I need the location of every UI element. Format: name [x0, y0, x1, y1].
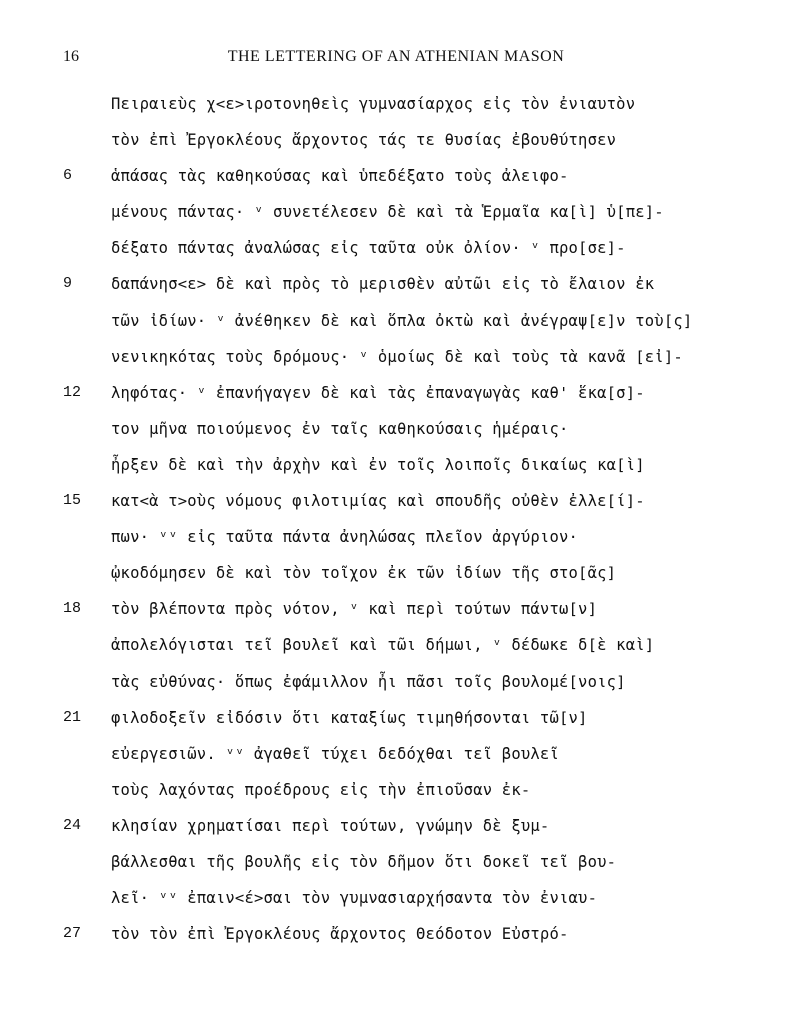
line-text: τον μῆνα ποιούμενος ἐν ταῖς καθηκούσαις ἡμέραις·: [111, 419, 569, 438]
line-text: τὸν τὸν ἐπὶ Ἐργοκλέους ἄρχοντος Θεόδοτον Εὐστρό-: [111, 925, 569, 944]
line-text: νενικηκότας τοὺς δρόμους· ᵛ ὁμοίως δὲ καὶ τοὺς τὰ κανᾶ [εἰ]-: [111, 347, 683, 366]
line-text: ᾠκοδόμησεν δὲ καὶ τὸν τοῖχον ἐκ τῶν ἰδίων τῆς στο[ᾶς]: [111, 564, 617, 583]
line-text: ἦρξεν δὲ καὶ τὴν ἀρχὴν καὶ ἐν τοῖς λοιποῖς δικαίως κα[ὶ]: [111, 455, 645, 474]
line-text: δέξατο πάντας ἀναλώσας εἰς ταῦτα οὐκ ὀλίον· ᵛ προ[σε]-: [111, 239, 626, 258]
line-text: Πειραιεὺς χ<ε>ιροτονηθεὶς γυμνασίαρχος εἰς τὸν ἐνιαυτὸν: [111, 95, 636, 113]
inscription-line: [0, 880, 792, 916]
inscription-line: [0, 375, 792, 411]
line-text: τὸν ἐπὶ Ἐργοκλέους ἄρχοντος τάς τε θυσίας ἐβουθύτησεν: [111, 131, 617, 150]
inscription-line: [0, 266, 792, 302]
running-title: THE LETTERING OF AN ATHENIAN MASON: [227, 48, 565, 65]
inscription-line: [0, 194, 792, 230]
line-number: 24: [63, 816, 82, 834]
line-text: βάλλεσθαι τῆς βουλῆς εἰς τὸν δῆμον ὅτι δοκεῖ τεῖ βου-: [111, 852, 617, 871]
inscription-line: [0, 86, 792, 122]
inscription-line: [0, 519, 792, 555]
inscription-line: [0, 230, 792, 266]
inscription-line: [0, 555, 792, 591]
inscription-line: [0, 627, 792, 663]
line-text: πων· ᵛᵛ εἰς ταῦτα πάντα ἀνηλώσας πλεῖον ἀργύριον·: [111, 528, 579, 547]
line-number: 6: [63, 167, 73, 185]
line-text: μένους πάντας· ᵛ συνετέλεσεν δὲ καὶ τὰ Ἑρμαῖα κα[ὶ] ὑ[πε]-: [111, 203, 664, 222]
line-text: φιλοδοξεῖν εἰδόσιν ὅτι καταξίως τιμηθήσονται τῶ[ν]: [111, 708, 588, 727]
line-text: τὸν βλέποντα πρὸς νότον, ᵛ καὶ περὶ τούτων πάντω[ν]: [111, 600, 598, 619]
inscription-line: [0, 736, 792, 772]
line-text: ληφότας· ᵛ ἐπανήγαγεν δὲ καὶ τὰς ἐπαναγωγὰς καθ' ἕκα[σ]-: [111, 383, 645, 402]
inscription-text: [0, 86, 792, 952]
inscription-line: [0, 916, 792, 952]
line-text: τῶν ἰδίων· ᵛ ἀνέθηκεν δὲ καὶ ὅπλα ὀκτὼ καὶ ἀνέγραψ[ε]ν τοὺ[ς]: [111, 311, 693, 330]
line-text: δαπάνησ<ε> δὲ καὶ πρὸς τὸ μερισθὲν αὐτῶι εἰς τὸ ἔλαιον ἐκ: [111, 275, 655, 294]
inscription-line: [0, 411, 792, 447]
page-number: 16: [63, 48, 79, 65]
inscription-line: [0, 844, 792, 880]
inscription-line: [0, 483, 792, 519]
line-text: κατ<ὰ τ>οὺς νόμους φιλοτιμίας καὶ σπουδῆς οὐθὲν ἐλλε[ί]-: [111, 492, 645, 511]
page-header: [0, 48, 792, 72]
line-text: ἁπάσας τὰς καθηκούσας καὶ ὑπεδέξατο τοὺς ἀλειφο-: [111, 167, 569, 186]
line-text: λεῖ· ᵛᵛ ἐπαιν<έ>σαι τὸν γυμνασιαρχήσαντα τὸν ἐνιαυ-: [111, 889, 598, 908]
inscription-line: [0, 664, 792, 700]
inscription-line: [0, 447, 792, 483]
line-text: κλησίαν χρηματίσαι περὶ τούτων, γνώμην δὲ ξυμ-: [111, 816, 550, 835]
inscription-line: [0, 303, 792, 339]
line-text: τοὺς λαχόντας προέδρους εἰς τὴν ἐπιοῦσαν ἐκ-: [111, 780, 531, 799]
line-number: 15: [63, 492, 82, 510]
line-number: 21: [63, 708, 82, 726]
line-number: 18: [63, 600, 82, 618]
line-number: 9: [63, 275, 73, 293]
inscription-line: [0, 339, 792, 375]
line-text: τὰς εὐθύνας· ὅπως ἐφάμιλλον ἦι πᾶσι τοῖς βουλομέ[νοις]: [111, 672, 626, 691]
line-text: εὐεργεσιῶν. ᵛᵛ ἀγαθεῖ τύχει δεδόχθαι τεῖ βουλεῖ: [111, 744, 559, 763]
line-number: 27: [63, 925, 82, 943]
line-text: ἀπολελόγισται τεῖ βουλεῖ καὶ τῶι δήμωι, ᵛ δέδωκε δ[ὲ καὶ]: [111, 636, 655, 655]
inscription-line: [0, 122, 792, 158]
inscription-line: [0, 158, 792, 194]
inscription-line: [0, 591, 792, 627]
inscription-line: [0, 772, 792, 808]
inscription-line: [0, 808, 792, 844]
inscription-line: [0, 700, 792, 736]
line-number: 12: [63, 383, 82, 401]
